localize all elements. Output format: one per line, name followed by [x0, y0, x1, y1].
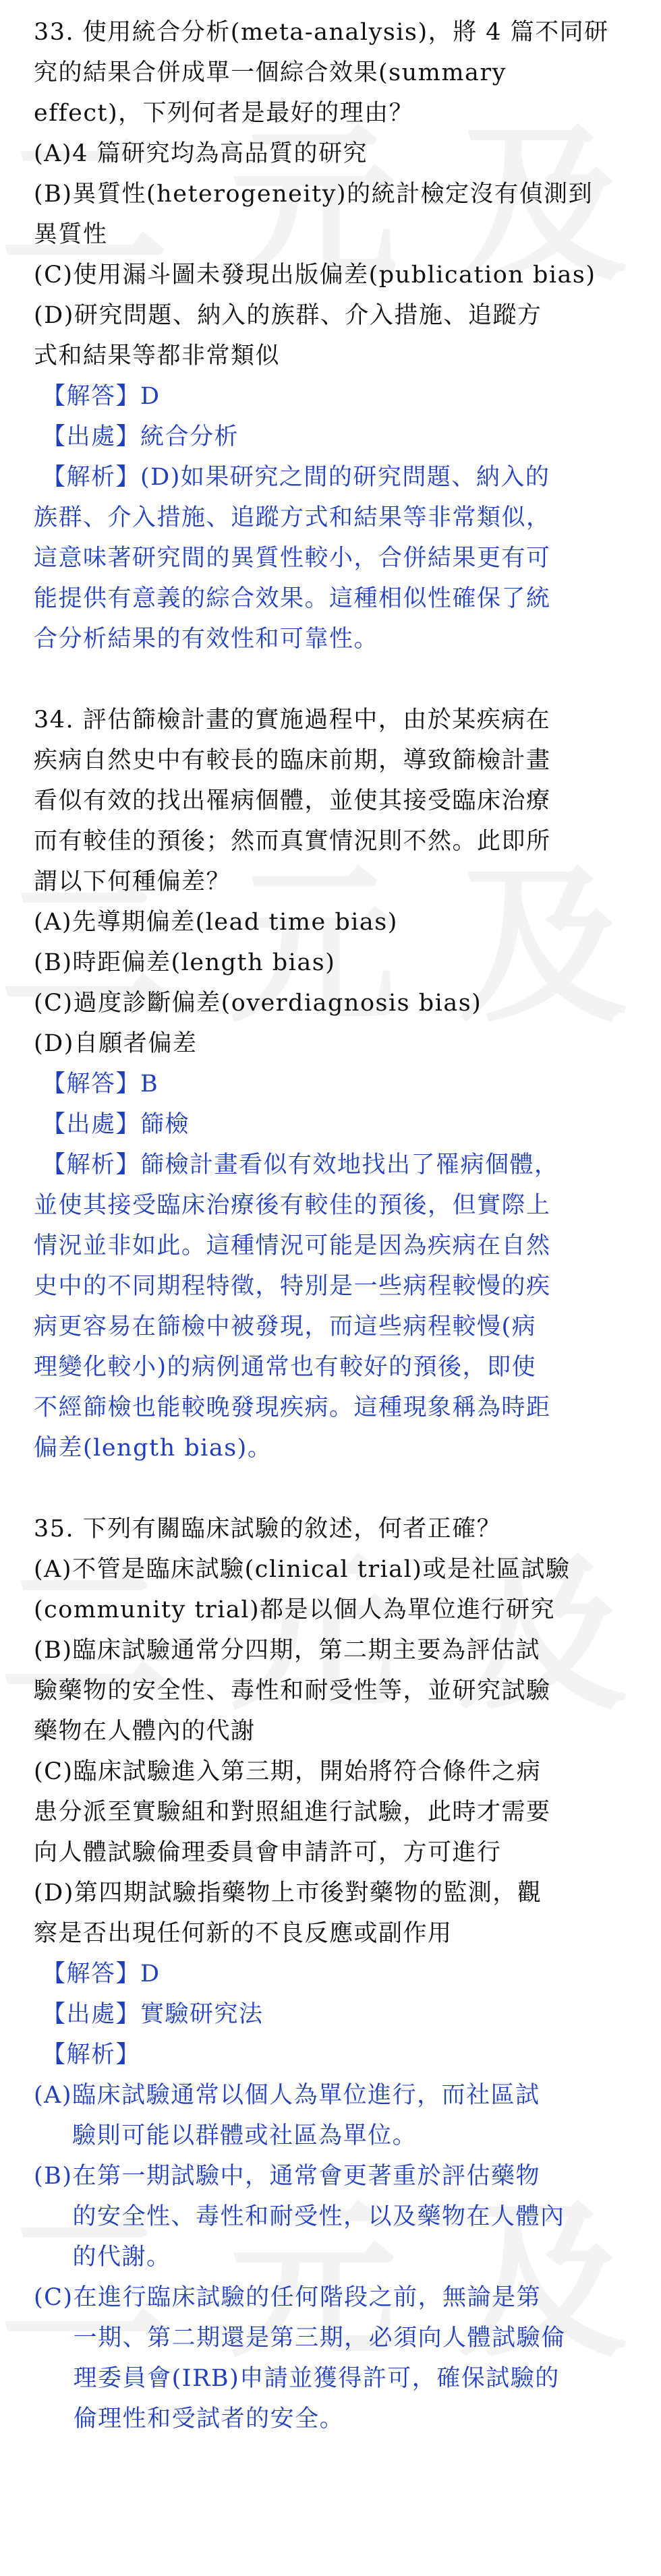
item-line: 在進行臨床試驗的任何階段之前，無論是第 — [73, 2284, 542, 2311]
explanation-line: 史中的不同期程特徵，特別是一些病程較慢的疾 — [34, 1273, 551, 1300]
source: 【出處】篩檢 — [42, 1111, 190, 1138]
item-body — [73, 2156, 634, 2277]
explanation-item-b — [34, 2156, 634, 2277]
question-stem — [34, 1509, 634, 1549]
spacer — [34, 1468, 634, 1509]
item-tag: (C) — [34, 2284, 74, 2311]
options — [34, 902, 634, 1064]
stem-line: effect)，下列何者是最好的理由？ — [34, 100, 414, 127]
stem-line: 疾病自然史中有較長的臨床前期，導致篩檢計畫 — [34, 747, 551, 774]
question-35 — [34, 1509, 634, 2439]
explanation — [34, 1145, 634, 1468]
explanation — [34, 2075, 634, 2439]
stem-line: 35. 下列有關臨床試驗的敘述，何者正確？ — [34, 1516, 502, 1542]
explanation-line: 理變化較小)的病例通常也有較好的預後，即使 — [34, 1354, 537, 1381]
explanation-line: 【解析】(D)如果研究之間的研究問題、納入的 — [42, 464, 550, 491]
option-d-cont: 察是否出現任何新的不良反應或副作用 — [34, 1920, 453, 1947]
explanation-line: 並使其接受臨床治療後有較佳的預後，但實際上 — [34, 1192, 551, 1219]
question-33 — [34, 12, 634, 659]
explanation-line: 偏差(length bias)。 — [34, 1435, 272, 1462]
question-stem — [34, 12, 634, 133]
item-line: 理委員會(IRB)申請並獲得許可，確保試驗的 — [73, 2365, 560, 2392]
explanation-line: 合分析結果的有效性和可靠性。 — [34, 626, 379, 653]
option-a: (A)不管是臨床試驗(clinical trial)或是社區試驗 — [34, 1556, 571, 1583]
option-b: (B)異質性(heterogeneity)的統計檢定沒有偵測到 — [34, 181, 594, 208]
item-line: 一期、第二期還是第三期，必須向人體試驗倫 — [73, 2325, 566, 2352]
explanation — [34, 457, 634, 659]
item-line: 在第一期試驗中，通常會更著重於評估藥物 — [72, 2163, 541, 2190]
explanation-item-a — [34, 2075, 634, 2156]
option-d: (D)自願者偏差 — [34, 1030, 198, 1057]
option-a: (A)先導期偏差(lead time bias) — [34, 909, 398, 936]
stem-line: 34. 評估篩檢計畫的實施過程中，由於某疾病在 — [34, 707, 551, 733]
stem-line: 究的結果合併成單一個綜合效果(summary — [34, 59, 507, 86]
spacer — [34, 659, 634, 700]
option-b: (B)時距偏差(length bias) — [34, 949, 336, 976]
option-c-cont: 向人體試驗倫理委員會申請許可，方可進行 — [34, 1839, 502, 1866]
question-34 — [34, 700, 634, 1468]
option-d: (D)第四期試驗指藥物上市後對藥物的監測，觀 — [34, 1880, 542, 1907]
answer: 【解答】D — [42, 1960, 161, 1987]
stem-line: 看似有效的找出罹病個體，並使其接受臨床治療 — [34, 787, 551, 814]
item-body — [74, 2277, 634, 2439]
explanation-item-c — [34, 2277, 634, 2439]
explanation-line: 不經篩檢也能較晚發現疾病。這種現象稱為時距 — [34, 1394, 551, 1421]
option-b-cont: 異質性 — [34, 221, 108, 248]
explanation-label: 【解析】 — [42, 2041, 141, 2068]
explanation-line: 病更容易在篩檢中被發現，而這些病程較慢(病 — [34, 1313, 537, 1340]
source: 【出處】實驗研究法 — [42, 2001, 264, 2028]
question-stem — [34, 700, 634, 902]
option-a-cont: (community trial)都是以個人為單位進行研究 — [34, 1596, 556, 1623]
option-c: (C)過度診斷偏差(overdiagnosis bias) — [34, 990, 482, 1017]
item-line: 的安全性、毒性和耐受性，以及藥物在人體內 — [72, 2203, 565, 2230]
stem-line: 33. 使用統合分析(meta-analysis)，將 4 篇不同研 — [34, 19, 609, 46]
item-body — [72, 2075, 634, 2156]
item-line: 的代謝。 — [72, 2244, 171, 2271]
explanation-line: 情況並非如此。這種情況可能是因為疾病在自然 — [34, 1232, 551, 1259]
option-c-cont: 患分派至實驗組和對照組進行試驗，此時才需要 — [34, 1799, 551, 1826]
explanation-line: 族群、介入措施、追蹤方式和結果等非常類似， — [34, 504, 551, 531]
answer: 【解答】B — [42, 1071, 159, 1098]
answer: 【解答】D — [42, 383, 161, 410]
explanation-line: 這意味著研究間的異質性較小，合併結果更有可 — [34, 545, 551, 572]
option-b-cont: 藥物在人體內的代謝 — [34, 1718, 256, 1745]
item-line: 驗則可能以群體或社區為單位。 — [72, 2122, 418, 2149]
option-b-cont: 驗藥物的安全性、毒性和耐受性等，並研究試驗 — [34, 1677, 551, 1704]
options — [34, 1549, 634, 1954]
item-line: 倫理性和受試者的安全。 — [73, 2405, 345, 2432]
explanation-line: 【解析】篩檢計畫看似有效地找出了罹病個體， — [42, 1151, 559, 1178]
stem-line: 謂以下何種偏差？ — [34, 868, 231, 895]
item-line: 臨床試驗通常以個人為單位進行，而社區試 — [72, 2082, 540, 2109]
option-c: (C)臨床試驗進入第三期，開始將符合條件之病 — [34, 1758, 542, 1785]
source: 【出處】統合分析 — [42, 423, 239, 450]
question-list — [34, 12, 634, 2439]
item-tag: (A) — [34, 2082, 73, 2109]
option-d-cont: 式和結果等都非常類似 — [34, 342, 281, 369]
option-a: (A)4 篇研究均為高品質的研究 — [34, 140, 368, 167]
option-d: (D)研究問題、納入的族群、介入措施、追蹤方 — [34, 302, 542, 329]
stem-line: 而有較佳的預後；然而真實情況則不然。此即所 — [34, 828, 551, 855]
explanation-line: 能提供有意義的綜合效果。這種相似性確保了統 — [34, 585, 551, 612]
option-c: (C)使用漏斗圖未發現出版偏差(publication bias) — [34, 262, 596, 289]
item-tag: (B) — [34, 2163, 73, 2190]
option-b: (B)臨床試驗通常分四期，第二期主要為評估試 — [34, 1637, 541, 1664]
options — [34, 133, 634, 376]
